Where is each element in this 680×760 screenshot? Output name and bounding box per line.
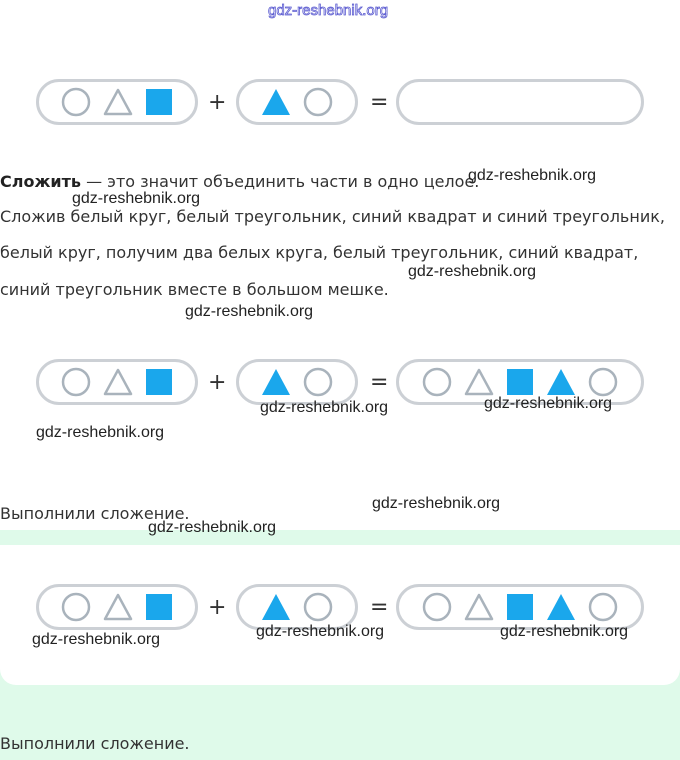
- white-triangle-icon: [103, 592, 133, 622]
- blue-square-icon: [145, 368, 173, 396]
- equals-sign: =: [370, 595, 389, 620]
- bag-result-empty: [396, 79, 644, 125]
- white-circle-icon: [303, 367, 333, 397]
- definition-line-1: [0, 172, 479, 192]
- white-circle-icon: [61, 87, 91, 117]
- watermark: gdz-reshebnik.org: [500, 623, 629, 640]
- white-circle-icon: [588, 592, 618, 622]
- equals-sign: =: [370, 370, 389, 395]
- white-triangle-icon: [464, 367, 494, 397]
- watermark: gdz-reshebnik.org: [185, 303, 314, 320]
- white-triangle-icon: [464, 592, 494, 622]
- watermark: gdz-reshebnik.org: [36, 424, 165, 441]
- watermark: gdz-reshebnik.org: [484, 395, 613, 412]
- plus-sign: +: [208, 595, 227, 620]
- white-circle-icon: [422, 592, 452, 622]
- watermark: gdz-reshebnik.org: [72, 190, 201, 207]
- white-circle-icon: [422, 367, 452, 397]
- plus-sign: +: [208, 90, 227, 115]
- equals-sign: =: [370, 90, 389, 115]
- white-triangle-icon: [103, 367, 133, 397]
- watermark: gdz-reshebnik.org: [256, 623, 385, 640]
- definition-line-3: белый круг, получим два белых круга, белый треугольник, синий квадрат,: [0, 243, 639, 262]
- white-circle-icon: [61, 367, 91, 397]
- blue-triangle-icon: [546, 592, 576, 622]
- definition-rest: — это значит объединить части в одно целое.: [80, 172, 480, 191]
- definition-line-2: Сложив белый круг, белый треугольник, синий квадрат и синий треугольник,: [0, 207, 665, 226]
- definition-line-4: синий треугольник вместе в большом мешке.: [0, 280, 389, 299]
- bag-left: [36, 584, 198, 630]
- blue-square-icon: [145, 88, 173, 116]
- white-circle-icon: [303, 592, 333, 622]
- definition-term: Сложить: [0, 172, 81, 191]
- blue-triangle-icon: [261, 367, 291, 397]
- blue-square-icon: [145, 593, 173, 621]
- blue-square-icon: [506, 593, 534, 621]
- watermark: gdz-reshebnik.org: [148, 519, 277, 536]
- conclusion-1: Выполнили сложение.: [0, 504, 190, 523]
- white-circle-icon: [61, 592, 91, 622]
- blue-triangle-icon: [546, 367, 576, 397]
- blue-triangle-icon: [261, 592, 291, 622]
- white-circle-icon: [303, 87, 333, 117]
- watermark: gdz-reshebnik.org: [468, 167, 597, 184]
- plus-sign: +: [208, 370, 227, 395]
- white-triangle-icon: [103, 87, 133, 117]
- white-circle-icon: [588, 367, 618, 397]
- conclusion-2: Выполнили сложение.: [0, 734, 190, 753]
- blue-triangle-icon: [261, 87, 291, 117]
- header-watermark: gdz-reshebnik.org: [268, 2, 389, 19]
- watermark: gdz-reshebnik.org: [260, 399, 389, 416]
- bag-middle: [236, 79, 358, 125]
- watermark: gdz-reshebnik.org: [32, 631, 161, 648]
- watermark: gdz-reshebnik.org: [372, 495, 501, 512]
- blue-square-icon: [506, 368, 534, 396]
- bag-left: [36, 79, 198, 125]
- bag-left: [36, 359, 198, 405]
- watermark: gdz-reshebnik.org: [408, 263, 537, 280]
